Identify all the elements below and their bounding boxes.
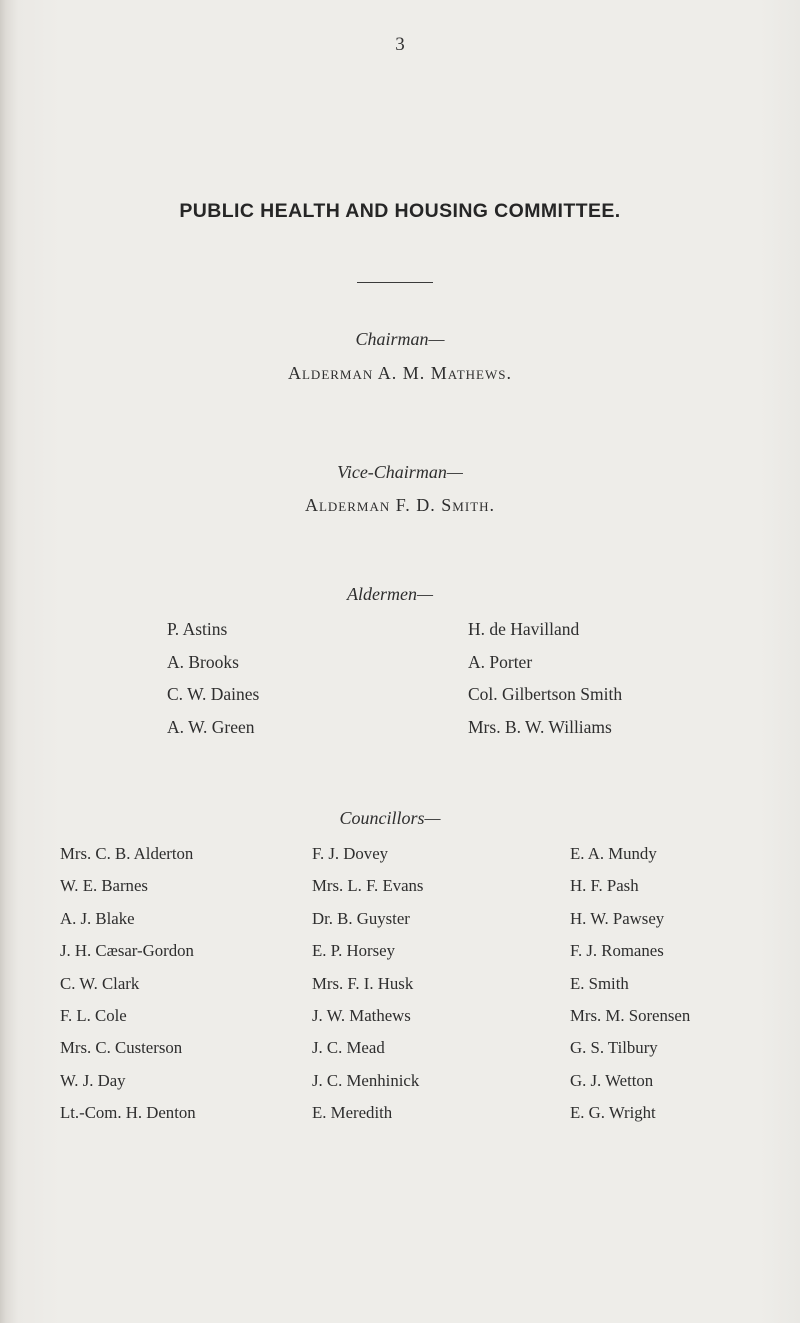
title-divider (357, 282, 433, 283)
councillor-name: E. Smith (570, 973, 629, 993)
councillor-name: Lt.-Com. H. Denton (60, 1103, 196, 1123)
councillors-column-1 (60, 844, 196, 1136)
councillor-name: E. Meredith (312, 1103, 393, 1123)
councillor-name: C. W. Clark (60, 973, 140, 993)
councillor-name: E. A. Mundy (570, 844, 657, 863)
page-number: 3 (395, 34, 405, 55)
councillor-name: Mrs. M. Sorensen (570, 1005, 691, 1025)
councillors-column-3 (570, 844, 690, 1136)
councillor-name: Mrs. L. F. Evans (312, 876, 424, 896)
councillors-label: Councillors— (339, 808, 441, 828)
page-title: PUBLIC HEALTH AND HOUSING COMMITTEE. (179, 200, 621, 222)
alderman-name: Col. Gilbertson Smith (468, 684, 623, 704)
councillor-name: F. J. Dovey (312, 844, 389, 863)
chairman-label: Chairman— (355, 329, 445, 349)
councillor-name: J. C. Mead (312, 1038, 385, 1058)
alderman-name: A. W. Green (167, 716, 255, 737)
councillor-name: Mrs. C. B. Alderton (60, 844, 194, 863)
councillor-name: Dr. B. Guyster (312, 908, 410, 928)
councillor-name: W. J. Day (60, 1070, 126, 1090)
councillor-name: E. P. Horsey (312, 941, 395, 961)
councillor-name: Mrs. F. I. Husk (312, 973, 414, 993)
councillor-name: Mrs. C. Custerson (60, 1038, 183, 1058)
councillor-name: G. S. Tilbury (570, 1038, 658, 1058)
councillors-column-2 (312, 844, 423, 1136)
councillor-name: H. W. Pawsey (570, 908, 665, 928)
councillor-name: G. J. Wetton (570, 1070, 654, 1090)
councillor-name: J. H. Cæsar-Gordon (60, 941, 194, 961)
councillor-name: F. L. Cole (60, 1005, 127, 1025)
councillor-name: H. F. Pash (570, 876, 639, 896)
councillor-name: E. G. Wright (570, 1103, 656, 1123)
alderman-name: Mrs. B. W. Williams (468, 716, 612, 737)
aldermen-right-column (468, 619, 622, 749)
councillor-name: W. E. Barnes (60, 876, 148, 896)
aldermen-left-column (167, 619, 259, 749)
alderman-name: P. Astins (167, 619, 228, 639)
chairman-name: Alderman A. M. Mathews. (287, 363, 512, 383)
councillor-name: J. W. Mathews (312, 1005, 411, 1025)
alderman-name: H. de Havilland (468, 619, 580, 639)
councillor-name: F. J. Romanes (570, 941, 664, 961)
alderman-name: A. Brooks (167, 651, 239, 672)
councillor-name: J. C. Menhinick (312, 1070, 420, 1090)
alderman-name: A. Porter (468, 651, 533, 672)
alderman-name: C. W. Daines (167, 684, 260, 704)
councillor-name: A. J. Blake (60, 908, 135, 928)
vice-chairman-label: Vice-Chairman— (337, 462, 463, 482)
vice-chairman-name: Alderman F. D. Smith. (304, 495, 496, 515)
aldermen-label: Aldermen— (347, 584, 433, 604)
